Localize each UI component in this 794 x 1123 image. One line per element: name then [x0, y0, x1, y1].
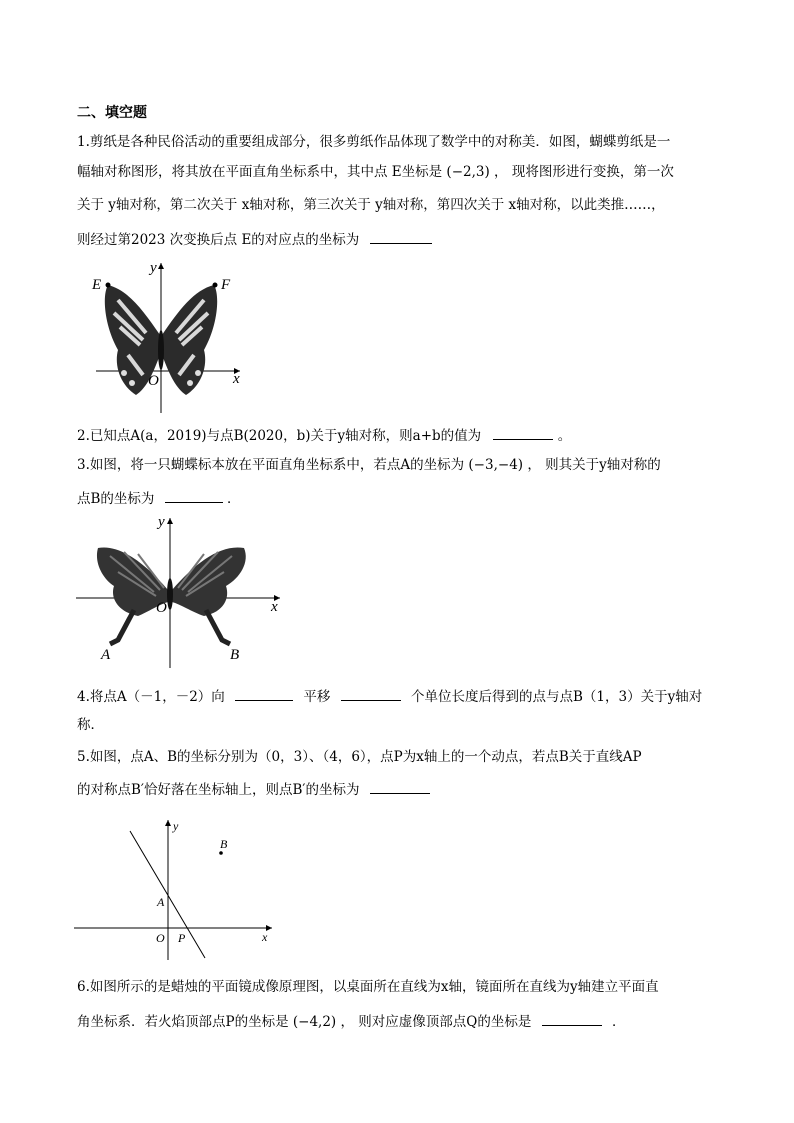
q3-label-b: B	[230, 647, 240, 663]
q1-point-f	[213, 283, 218, 288]
q3-butterfly-figure	[74, 512, 286, 670]
q4-line2: 称．	[77, 717, 104, 733]
q5-label-p: P	[178, 931, 186, 945]
q2-end: 。	[557, 428, 572, 444]
q5-line1: 5.如图，点A、B的坐标分别为（0，3）、（4，6），点P为x轴上的一个动点，若点B关于直线AP	[77, 749, 642, 765]
q4-line1	[77, 686, 702, 706]
q1-point-e	[106, 283, 111, 288]
q6-line2	[77, 1011, 625, 1031]
q3-y-arrow	[167, 518, 173, 524]
q3-line2-text: 点B的坐标为	[77, 491, 155, 507]
q3-line1: 3.如图，将一只蝴蝶标本放在平面直角坐标系中，若点A的坐标为 (−3,−4) ， 则其关于y轴对称的	[77, 457, 661, 473]
q5-label-x: x	[262, 930, 268, 944]
q4-part3: 个单位长度后得到的点与点B（1，3）关于y轴对	[411, 689, 703, 705]
q3-butterfly-image	[97, 547, 246, 644]
q5-answer-blank[interactable]	[370, 779, 430, 794]
section-title: 二、填空题	[77, 105, 147, 121]
q5-line2	[77, 779, 430, 799]
q3-line2	[77, 488, 241, 508]
q2-text: 2.已知点A(a，2019)与点B(2020，b)关于y轴对称，则a+b的值为	[77, 428, 482, 444]
q5-figure	[72, 814, 284, 964]
q4-direction-blank[interactable]	[235, 686, 293, 701]
q5-label-y: y	[173, 819, 179, 833]
q1-label-f: F	[221, 277, 231, 293]
q3-label-o: O	[156, 600, 167, 616]
q6-end: ．	[611, 1014, 626, 1030]
q6-line2-text: 角坐标系．若火焰顶部点P的坐标是 (−4,2) ， 则对应虚像顶部点Q的坐标是	[77, 1014, 532, 1030]
q3-label-x: x	[271, 599, 278, 615]
q5-line2-text: 的对称点B′恰好落在坐标轴上，则点B′的坐标为	[77, 782, 360, 798]
q3-label-y: y	[158, 514, 165, 530]
q4-units-blank[interactable]	[341, 686, 401, 701]
q5-y-arrow	[165, 820, 171, 826]
q3-label-a: A	[101, 647, 111, 663]
q6-answer-blank[interactable]	[542, 1011, 602, 1026]
q3-end: ．	[227, 491, 241, 507]
q5-label-b: B	[220, 837, 228, 851]
q2-line	[77, 425, 571, 445]
q1-line4	[77, 229, 432, 249]
q1-label-y: y	[150, 260, 157, 276]
q1-y-arrow	[158, 263, 164, 269]
q2-answer-blank[interactable]	[493, 425, 553, 440]
q5-point-b	[219, 851, 223, 855]
q1-label-o: O	[148, 373, 159, 389]
q1-line2: 幅轴对称图形，将其放在平面直角坐标系中，其中点 E坐标是 (−2,3) ， 现将图形进行变换，第一次	[77, 164, 674, 180]
q6-line1: 6.如图所示的是蜡烛的平面镜成像原理图，以桌面所在直线为x轴，镜面所在直线为y轴建立平面直	[77, 979, 659, 995]
q1-line3: 关于 y轴对称，第二次关于 x轴对称，第三次关于 y轴对称，第四次关于 x轴对称，以此类推……，	[77, 197, 665, 213]
q1-butterfly-figure	[88, 255, 248, 415]
q1-line4-text: 则经过第2023 次变换后点 E的对应点的坐标为	[77, 232, 360, 248]
q4-part1: 4.将点A（－1，－2）向	[77, 689, 225, 705]
q1-line1: 1.剪纸是各种民俗活动的重要组成部分，很多剪纸作品体现了数学中的对称美．如图，蝴蝶剪纸是一	[77, 134, 671, 150]
q5-label-o: O	[156, 931, 165, 945]
q1-label-e: E	[92, 277, 102, 293]
q1-label-x: x	[233, 371, 240, 387]
q5-label-a: A	[157, 895, 165, 909]
q1-answer-blank[interactable]	[370, 229, 432, 244]
q3-answer-blank[interactable]	[165, 488, 223, 503]
q4-part2: 平移	[303, 689, 331, 705]
